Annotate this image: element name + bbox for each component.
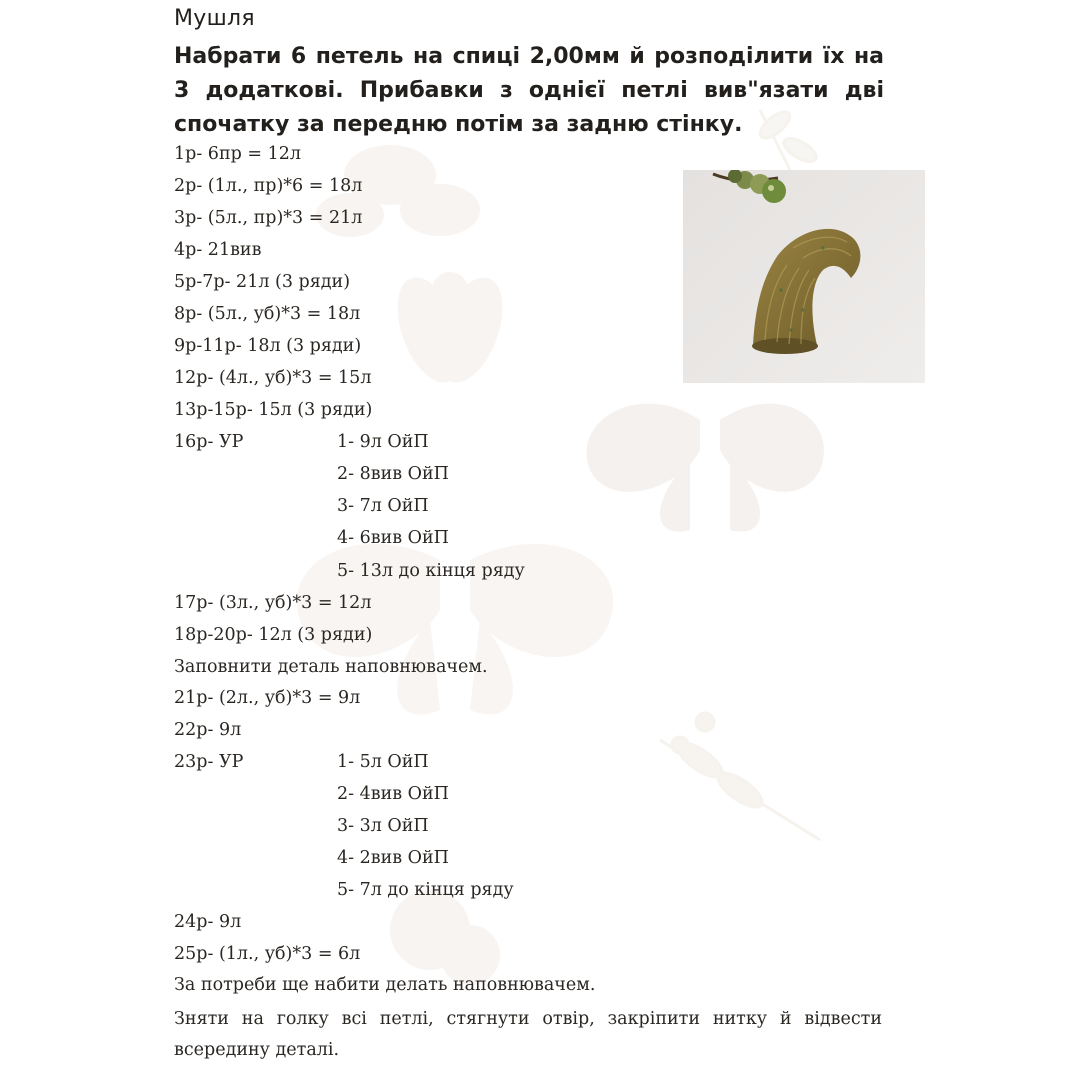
short-row-step: 1- 9л ОйП <box>337 432 429 452</box>
pattern-row: 13р-15р- 15л (3 ряди) <box>174 400 373 420</box>
pattern-row: 17р- (3л., уб)*3 = 12л <box>174 593 372 613</box>
pattern-row-short-rows: 23р- УР <box>174 752 244 772</box>
pattern-row: 24р- 9л <box>174 912 242 932</box>
intro-paragraph: Набрати 6 петель на спиці 2,00мм й розподілити їх на 3 додаткові. Прибавки з однієї петлі вив"язати дві спочатку за передню потім за задню стінку. <box>174 44 884 137</box>
pattern-row: 21р- (2л., уб)*3 = 9л <box>174 688 361 708</box>
closing-paragraph: Зняти на голку всі петлі, стягнути отвір, закріпити нитку й відвести всередину деталі. <box>174 1009 882 1060</box>
short-row-step: 3- 3л ОйП <box>337 816 429 836</box>
short-row-step: 5- 7л до кінця ряду <box>337 880 514 900</box>
short-row-step: 5- 13л до кінця ряду <box>337 561 525 581</box>
short-row-step: 1- 5л ОйП <box>337 752 429 772</box>
short-row-step: 2- 8вив ОйП <box>337 464 449 484</box>
short-row-step: 2- 4вив ОйП <box>337 784 449 804</box>
knitted-shell-photo <box>683 170 925 383</box>
pattern-row: 18р-20р- 12л (3 ряди) <box>174 625 373 645</box>
pattern-row: 12р- (4л., уб)*3 = 15л <box>174 368 372 388</box>
pattern-row: 3р- (5л., пр)*3 = 21л <box>174 208 363 228</box>
pattern-row: 1р- 6пр = 12л <box>174 144 301 164</box>
page-title: Мушля <box>174 6 255 31</box>
instruction-line: Заповнити деталь наповнювачем. <box>174 657 488 677</box>
pattern-row: 25р- (1л., уб)*3 = 6л <box>174 944 361 964</box>
pattern-row: 2р- (1л., пр)*6 = 18л <box>174 176 363 196</box>
short-row-step: 4- 6вив ОйП <box>337 528 449 548</box>
short-row-step: 3- 7л ОйП <box>337 496 429 516</box>
pattern-row: 8р- (5л., уб)*3 = 18л <box>174 304 361 324</box>
pattern-row: 4р- 21вив <box>174 240 262 260</box>
pattern-row: 9р-11р- 18л (3 ряди) <box>174 336 362 356</box>
pattern-row-short-rows: 16р- УР <box>174 432 244 452</box>
short-row-step: 4- 2вив ОйП <box>337 848 449 868</box>
pattern-row: 22р- 9л <box>174 720 242 740</box>
instruction-line: За потреби ще набити делать наповнювачем. <box>174 975 596 995</box>
pattern-row: 5р-7р- 21л (3 ряди) <box>174 272 351 292</box>
